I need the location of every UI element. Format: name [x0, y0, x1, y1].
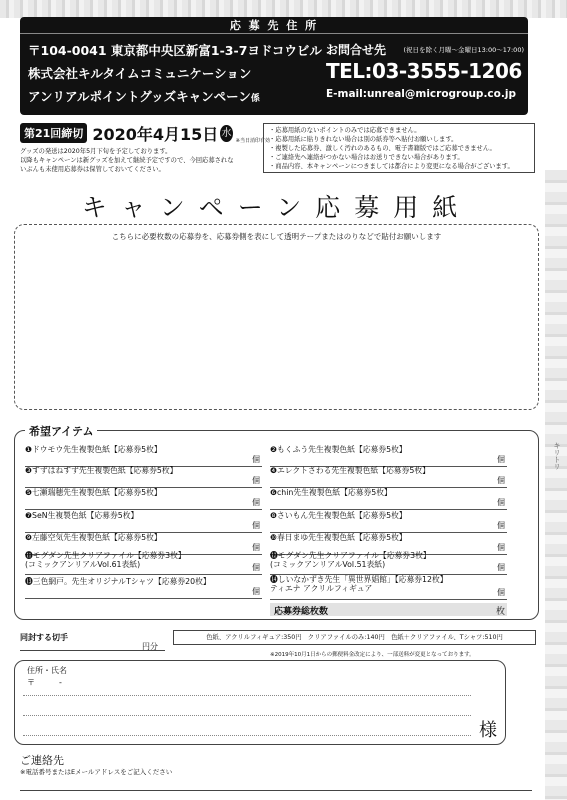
stamp-amount-field[interactable]: [20, 650, 165, 651]
company-name: 株式会社キルタイムコミュニケーション: [28, 66, 252, 81]
cut-line-label: キリトリ: [553, 442, 561, 470]
deadline-block: [20, 122, 270, 173]
wishlist-item[interactable]: ❸すずはねすず先生複製色紙【応募券5枚】 個: [25, 466, 262, 488]
contact-hours: (祝日を除く月曜～金曜日13:00～17:00): [403, 46, 524, 54]
note-item: ・応募用紙に貼りきれない場合は別の紙券等へ貼付お願いします。: [269, 136, 458, 143]
ticket-total-field[interactable]: [270, 603, 507, 616]
form-title: キャンペーン応募用紙: [81, 193, 472, 222]
address-lines: [28, 39, 328, 111]
paste-instruction: こちらに必要枚数の応募券を、応募券側を表にして透明テープまたはのりなどで貼付お願いします: [111, 232, 442, 241]
contact-field-label: ご連絡先: [20, 754, 64, 767]
deadline-day: 水: [220, 125, 233, 142]
contact-label: お問合せ先: [326, 43, 387, 57]
postal-address: 〒104-0041 東京都中央区新富1-3-7ヨドコウビル: [28, 43, 322, 58]
note-item: ・商品内容、本キャンペーンにつきましては都合により変更になる場合がございます。: [269, 163, 514, 170]
deadline-badge: 第21回締切: [20, 123, 87, 143]
wishlist-item[interactable]: ❿春日まゆ先生複製色紙【応募券5枚】 個: [270, 533, 507, 555]
wishlist-title: 希望アイテム: [25, 423, 97, 439]
wishlist-item[interactable]: ❷もくふう先生複製色紙【応募券5枚】 個: [270, 445, 507, 467]
notes-box: [263, 123, 535, 173]
note-item: ・応募用紙のないポイントのみでは応募できません。: [269, 127, 421, 134]
ticket-paste-area[interactable]: [14, 224, 539, 410]
ticket-total-label: 応募券総枚数: [274, 607, 329, 617]
wishlist-box: [14, 425, 539, 620]
address-heading: 応 募 先 住 所: [20, 17, 528, 34]
deadline-note: ※当日消印有効: [235, 138, 270, 144]
writing-line: [23, 695, 471, 696]
background-artwork-right: [545, 170, 567, 800]
campaign-name: アンリアルポイントグッズキャンペーン係: [28, 89, 260, 104]
wishlist-item[interactable]: ❽さいもん先生複製色紙【応募券5枚】 個: [270, 511, 507, 533]
wishlist-item[interactable]: ❾左藤空気先生複製色紙【応募券5枚】 個: [25, 533, 262, 555]
contact-info: [326, 41, 524, 100]
address-name-field[interactable]: [14, 660, 506, 745]
wishlist-item[interactable]: ⓮しいなかずき先生「異世界娼館」【応募券12枚】 ティエナ アクリルフィギュア 個: [270, 577, 507, 600]
stamp-label: 同封する切手: [20, 633, 68, 642]
honorific: 様: [479, 720, 497, 741]
note-item: ・複製した応募券、激しく汚れのあるもの、電子書籍版ではご応募できません。: [269, 145, 496, 152]
wishlist-item[interactable]: ❶ドウモウ先生複製色紙【応募券5枚】 個: [25, 445, 262, 467]
contact-field-note: ※電話番号またはEメールアドレスをご記入ください: [20, 768, 173, 776]
deadline-date: 2020年4月15日: [92, 124, 219, 144]
note-item: ・ご連絡先へ連絡がつかない場合はお送りできない場合があります。: [269, 154, 464, 161]
shipping-info: グッズの発送は2020年5月下旬を予定しております。 以降もキャンペーンは新グッズを加えて継続予定ですので、今回応募されな いぶんも未使用応募券は保管しておいてください。: [20, 148, 234, 173]
postage-prices: 色紙、アクリルフィギュア:350円 クリアファイルのみ:140円 色紙＋クリアファイル、Tシャツ:510円: [173, 630, 536, 645]
wishlist-item[interactable]: ⓬モグダン先生クリアファイル【応募券3枚】 (コミックアンリアルVol.51表紙) 個: [270, 553, 507, 575]
wishlist-item[interactable]: ❺七瀬瑞穂先生複製色紙【応募券5枚】 個: [25, 488, 262, 510]
contact-field[interactable]: [20, 790, 532, 791]
wishlist-item[interactable]: ⓭三色網戸。先生オリジナルTシャツ【応募券20枚】 個: [25, 577, 262, 599]
writing-line: [23, 715, 471, 716]
postage-note: ※2019年10月1日からの郵便料金改定により、一部送料が変更となっております。: [270, 652, 475, 658]
wishlist-item[interactable]: ⓫モグダン先生クリアファイル【応募券3枚】 (コミックアンリアルVol.61表紙) 個: [25, 553, 262, 575]
wishlist-item[interactable]: ❻chin先生複製色紙【応募券5枚】 個: [270, 488, 507, 510]
address-box: [20, 17, 528, 115]
zip-label: 〒 -: [27, 678, 62, 687]
email-address: E-mail:unreal@microgroup.co.jp: [326, 88, 516, 100]
address-name-label: 住所・氏名: [27, 666, 67, 675]
phone-number: TEL:03-3555-1206: [326, 59, 522, 83]
suffix: 係: [250, 94, 260, 104]
ticket-total-unit: 枚: [495, 607, 505, 617]
background-artwork-top: [0, 0, 567, 18]
writing-line: [23, 735, 471, 736]
stamp-unit: 円分: [142, 642, 158, 651]
wishlist-item[interactable]: ❹エレクトさわる先生複製色紙【応募券5枚】 個: [270, 466, 507, 488]
wishlist-item[interactable]: ❼SeN生複製色紙【応募券5枚】 個: [25, 511, 262, 533]
